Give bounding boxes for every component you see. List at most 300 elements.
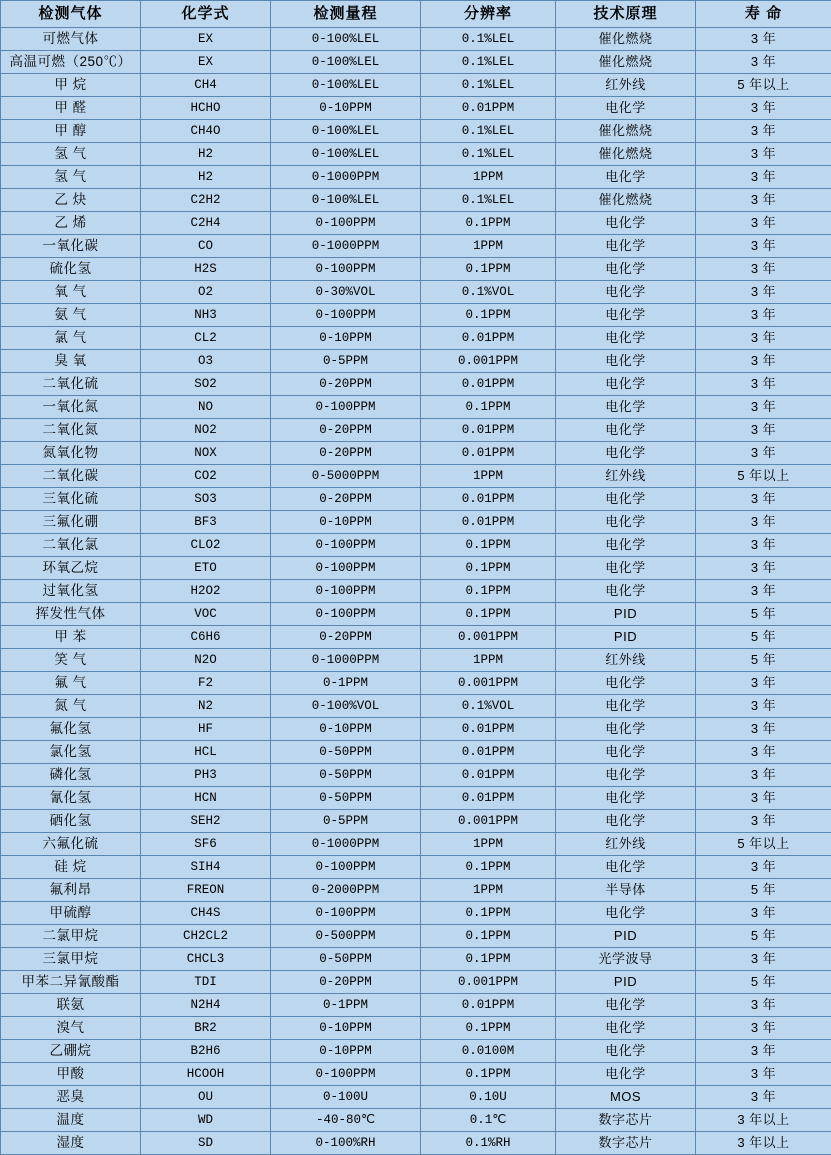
cell-formula: SIH4 <box>141 856 271 879</box>
cell-range: 0-5PPM <box>271 350 421 373</box>
cell-lifetime: 3 年 <box>696 994 831 1017</box>
cell-technology: 电化学 <box>556 419 696 442</box>
table-row <box>1 764 831 787</box>
cell-gas: 温度 <box>1 1109 141 1132</box>
cell-range: 0-1000PPM <box>271 649 421 672</box>
cell-technology: 红外线 <box>556 833 696 856</box>
cell-lifetime: 3 年 <box>696 534 831 557</box>
cell-lifetime: 3 年 <box>696 189 831 212</box>
cell-range: 0-100PPM <box>271 856 421 879</box>
cell-resolution: 1PPM <box>421 833 556 856</box>
cell-range: 0-10PPM <box>271 511 421 534</box>
cell-formula: N2H4 <box>141 994 271 1017</box>
cell-technology: 数字芯片 <box>556 1132 696 1155</box>
cell-gas: 氟 气 <box>1 672 141 695</box>
cell-resolution: 0.0100M <box>421 1040 556 1063</box>
cell-lifetime: 3 年 <box>696 143 831 166</box>
cell-lifetime: 3 年 <box>696 28 831 51</box>
cell-lifetime: 3 年 <box>696 948 831 971</box>
cell-resolution: 0.1%VOL <box>421 281 556 304</box>
cell-range: 0-30%VOL <box>271 281 421 304</box>
cell-resolution: 0.01PPM <box>421 994 556 1017</box>
cell-lifetime: 3 年 <box>696 511 831 534</box>
column-header-gas: 检测气体 <box>1 1 141 28</box>
cell-technology: 电化学 <box>556 672 696 695</box>
cell-formula: EX <box>141 51 271 74</box>
cell-gas: 乙 炔 <box>1 189 141 212</box>
cell-range: 0-100PPM <box>271 1063 421 1086</box>
cell-gas: 乙硼烷 <box>1 1040 141 1063</box>
cell-range: 0-100%LEL <box>271 143 421 166</box>
table-row <box>1 833 831 856</box>
cell-gas: 硫化氢 <box>1 258 141 281</box>
cell-technology: 电化学 <box>556 856 696 879</box>
cell-range: 0-2000PPM <box>271 879 421 902</box>
cell-lifetime: 3 年 <box>696 580 831 603</box>
cell-technology: 电化学 <box>556 281 696 304</box>
cell-formula: HCN <box>141 787 271 810</box>
cell-formula: ETO <box>141 557 271 580</box>
cell-technology: 电化学 <box>556 764 696 787</box>
table-header <box>1 1 831 28</box>
cell-formula: HF <box>141 718 271 741</box>
cell-resolution: 0.01PPM <box>421 373 556 396</box>
cell-range: 0-50PPM <box>271 787 421 810</box>
cell-resolution: 0.01PPM <box>421 718 556 741</box>
cell-technology: 电化学 <box>556 396 696 419</box>
cell-gas: 甲苯二异氰酸酯 <box>1 971 141 994</box>
cell-lifetime: 3 年 <box>696 373 831 396</box>
cell-resolution: 0.1PPM <box>421 925 556 948</box>
cell-range: 0-100PPM <box>271 212 421 235</box>
cell-resolution: 1PPM <box>421 465 556 488</box>
cell-gas: 氮氧化物 <box>1 442 141 465</box>
table-row <box>1 718 831 741</box>
table-row <box>1 74 831 97</box>
cell-gas: 氧 气 <box>1 281 141 304</box>
cell-resolution: 0.1PPM <box>421 603 556 626</box>
cell-range: 0-100PPM <box>271 258 421 281</box>
cell-resolution: 0.001PPM <box>421 350 556 373</box>
cell-formula: CL2 <box>141 327 271 350</box>
cell-resolution: 1PPM <box>421 166 556 189</box>
cell-technology: 红外线 <box>556 649 696 672</box>
cell-range: 0-100PPM <box>271 304 421 327</box>
cell-technology: 电化学 <box>556 810 696 833</box>
column-header-lifetime: 寿 命 <box>696 1 831 28</box>
cell-formula: SO3 <box>141 488 271 511</box>
cell-formula: WD <box>141 1109 271 1132</box>
cell-technology: 电化学 <box>556 488 696 511</box>
cell-resolution: 0.1%LEL <box>421 143 556 166</box>
cell-technology: 电化学 <box>556 511 696 534</box>
cell-technology: PID <box>556 603 696 626</box>
cell-lifetime: 3 年 <box>696 1017 831 1040</box>
cell-resolution: 0.1PPM <box>421 557 556 580</box>
cell-lifetime: 3 年 <box>696 718 831 741</box>
cell-gas: 环氧乙烷 <box>1 557 141 580</box>
cell-technology: 电化学 <box>556 718 696 741</box>
table-row <box>1 419 831 442</box>
cell-formula: O3 <box>141 350 271 373</box>
cell-gas: 二氧化硫 <box>1 373 141 396</box>
table-row <box>1 1132 831 1155</box>
cell-range: 0-10PPM <box>271 327 421 350</box>
cell-lifetime: 3 年 <box>696 304 831 327</box>
cell-gas: 氢 气 <box>1 143 141 166</box>
cell-range: -40-80℃ <box>271 1109 421 1132</box>
cell-resolution: 0.10U <box>421 1086 556 1109</box>
cell-range: 0-100PPM <box>271 557 421 580</box>
cell-technology: 半导体 <box>556 879 696 902</box>
cell-gas: 臭 氧 <box>1 350 141 373</box>
cell-resolution: 0.1%RH <box>421 1132 556 1155</box>
cell-range: 0-50PPM <box>271 741 421 764</box>
table-row <box>1 511 831 534</box>
cell-lifetime: 3 年 <box>696 1040 831 1063</box>
cell-range: 0-20PPM <box>271 971 421 994</box>
cell-formula: N2O <box>141 649 271 672</box>
cell-resolution: 0.1%LEL <box>421 189 556 212</box>
table-row <box>1 1017 831 1040</box>
cell-range: 0-100U <box>271 1086 421 1109</box>
table-row <box>1 304 831 327</box>
cell-range: 0-5000PPM <box>271 465 421 488</box>
cell-gas: 溴气 <box>1 1017 141 1040</box>
table-row <box>1 580 831 603</box>
cell-gas: 氰化氢 <box>1 787 141 810</box>
cell-gas: 一氧化碳 <box>1 235 141 258</box>
cell-resolution: 0.1PPM <box>421 212 556 235</box>
cell-resolution: 0.1PPM <box>421 1017 556 1040</box>
cell-formula: C2H2 <box>141 189 271 212</box>
cell-range: 0-50PPM <box>271 948 421 971</box>
cell-gas: 氯化氢 <box>1 741 141 764</box>
cell-formula: BF3 <box>141 511 271 534</box>
cell-formula: O2 <box>141 281 271 304</box>
cell-formula: HCL <box>141 741 271 764</box>
cell-gas: 氢 气 <box>1 166 141 189</box>
cell-resolution: 0.001PPM <box>421 971 556 994</box>
cell-lifetime: 3 年 <box>696 1063 831 1086</box>
table-row <box>1 856 831 879</box>
cell-gas: 磷化氢 <box>1 764 141 787</box>
cell-lifetime: 3 年 <box>696 488 831 511</box>
cell-formula: SF6 <box>141 833 271 856</box>
cell-lifetime: 5 年以上 <box>696 465 831 488</box>
cell-resolution: 1PPM <box>421 879 556 902</box>
cell-formula: C6H6 <box>141 626 271 649</box>
cell-gas: 六氟化硫 <box>1 833 141 856</box>
cell-lifetime: 5 年 <box>696 626 831 649</box>
table-row <box>1 97 831 120</box>
cell-lifetime: 5 年 <box>696 879 831 902</box>
cell-technology: 电化学 <box>556 97 696 120</box>
cell-technology: 电化学 <box>556 373 696 396</box>
table-row <box>1 672 831 695</box>
cell-formula: OU <box>141 1086 271 1109</box>
cell-range: 0-100%LEL <box>271 74 421 97</box>
cell-lifetime: 3 年 <box>696 281 831 304</box>
cell-gas: 氯 气 <box>1 327 141 350</box>
cell-formula: CLO2 <box>141 534 271 557</box>
cell-technology: 电化学 <box>556 1040 696 1063</box>
cell-technology: 红外线 <box>556 465 696 488</box>
cell-technology: 电化学 <box>556 304 696 327</box>
cell-formula: BR2 <box>141 1017 271 1040</box>
cell-range: 0-100PPM <box>271 603 421 626</box>
cell-gas: 一氧化氮 <box>1 396 141 419</box>
cell-formula: CH4S <box>141 902 271 925</box>
cell-lifetime: 3 年 <box>696 442 831 465</box>
cell-gas: 二氧化碳 <box>1 465 141 488</box>
table-row <box>1 1040 831 1063</box>
table-row <box>1 488 831 511</box>
cell-resolution: 0.1PPM <box>421 1063 556 1086</box>
cell-lifetime: 3 年 <box>696 350 831 373</box>
cell-gas: 硅 烷 <box>1 856 141 879</box>
cell-technology: 电化学 <box>556 534 696 557</box>
table-row <box>1 350 831 373</box>
cell-lifetime: 3 年 <box>696 764 831 787</box>
cell-lifetime: 3 年 <box>696 235 831 258</box>
cell-technology: 电化学 <box>556 902 696 925</box>
table-row <box>1 787 831 810</box>
cell-range: 0-1PPM <box>271 994 421 1017</box>
cell-formula: HCOOH <box>141 1063 271 1086</box>
cell-formula: H2 <box>141 166 271 189</box>
cell-resolution: 0.1%LEL <box>421 28 556 51</box>
cell-technology: 电化学 <box>556 695 696 718</box>
table-header-row <box>1 1 831 28</box>
cell-lifetime: 3 年 <box>696 1086 831 1109</box>
table-row <box>1 1063 831 1086</box>
cell-technology: 电化学 <box>556 994 696 1017</box>
cell-technology: PID <box>556 971 696 994</box>
cell-gas: 甲 苯 <box>1 626 141 649</box>
cell-resolution: 0.1%VOL <box>421 695 556 718</box>
table-row <box>1 1086 831 1109</box>
table-row <box>1 258 831 281</box>
cell-technology: 电化学 <box>556 787 696 810</box>
table-row <box>1 166 831 189</box>
cell-lifetime: 3 年 <box>696 902 831 925</box>
table-row <box>1 442 831 465</box>
cell-formula: TDI <box>141 971 271 994</box>
cell-gas: 甲硫醇 <box>1 902 141 925</box>
cell-gas: 过氧化氢 <box>1 580 141 603</box>
cell-range: 0-50PPM <box>271 764 421 787</box>
cell-range: 0-100PPM <box>271 902 421 925</box>
table-row <box>1 626 831 649</box>
cell-range: 0-100PPM <box>271 534 421 557</box>
cell-lifetime: 3 年 <box>696 212 831 235</box>
cell-technology: 催化燃烧 <box>556 189 696 212</box>
cell-technology: PID <box>556 626 696 649</box>
cell-formula: CO <box>141 235 271 258</box>
cell-range: 0-100%LEL <box>271 28 421 51</box>
cell-range: 0-10PPM <box>271 718 421 741</box>
cell-lifetime: 3 年 <box>696 672 831 695</box>
cell-technology: 催化燃烧 <box>556 143 696 166</box>
cell-resolution: 1PPM <box>421 235 556 258</box>
table-row <box>1 603 831 626</box>
cell-lifetime: 3 年 <box>696 787 831 810</box>
cell-formula: FREON <box>141 879 271 902</box>
cell-resolution: 0.01PPM <box>421 787 556 810</box>
column-header-range: 检测量程 <box>271 1 421 28</box>
cell-gas: 高温可燃（250℃） <box>1 51 141 74</box>
table-row <box>1 143 831 166</box>
cell-gas: 笑 气 <box>1 649 141 672</box>
cell-formula: H2O2 <box>141 580 271 603</box>
cell-resolution: 0.001PPM <box>421 672 556 695</box>
cell-gas: 三氯甲烷 <box>1 948 141 971</box>
cell-resolution: 0.01PPM <box>421 442 556 465</box>
cell-range: 0-100%LEL <box>271 120 421 143</box>
table-row <box>1 741 831 764</box>
cell-resolution: 0.1PPM <box>421 258 556 281</box>
table-row <box>1 120 831 143</box>
cell-gas: 挥发性气体 <box>1 603 141 626</box>
table-row <box>1 235 831 258</box>
table-row <box>1 327 831 350</box>
cell-gas: 氮 气 <box>1 695 141 718</box>
cell-lifetime: 3 年 <box>696 396 831 419</box>
cell-lifetime: 3 年 <box>696 166 831 189</box>
cell-range: 0-20PPM <box>271 442 421 465</box>
cell-formula: C2H4 <box>141 212 271 235</box>
cell-formula: N2 <box>141 695 271 718</box>
cell-technology: 红外线 <box>556 74 696 97</box>
cell-range: 0-500PPM <box>271 925 421 948</box>
cell-technology: 电化学 <box>556 166 696 189</box>
cell-lifetime: 3 年 <box>696 557 831 580</box>
cell-range: 0-100%LEL <box>271 189 421 212</box>
cell-technology: 电化学 <box>556 442 696 465</box>
table-row <box>1 51 831 74</box>
cell-formula: CH4O <box>141 120 271 143</box>
cell-range: 0-1000PPM <box>271 166 421 189</box>
cell-resolution: 0.1PPM <box>421 856 556 879</box>
cell-range: 0-100PPM <box>271 580 421 603</box>
cell-gas: 氟化氢 <box>1 718 141 741</box>
table-row <box>1 695 831 718</box>
cell-gas: 氟利昂 <box>1 879 141 902</box>
table-row <box>1 902 831 925</box>
column-header-formula: 化学式 <box>141 1 271 28</box>
cell-gas: 联氨 <box>1 994 141 1017</box>
cell-range: 0-10PPM <box>271 1017 421 1040</box>
cell-lifetime: 5 年以上 <box>696 74 831 97</box>
cell-technology: 催化燃烧 <box>556 51 696 74</box>
cell-formula: HCHO <box>141 97 271 120</box>
cell-resolution: 1PPM <box>421 649 556 672</box>
cell-resolution: 0.1PPM <box>421 396 556 419</box>
cell-range: 0-1PPM <box>271 672 421 695</box>
cell-lifetime: 3 年 <box>696 258 831 281</box>
table-row <box>1 557 831 580</box>
table-row <box>1 994 831 1017</box>
cell-range: 0-20PPM <box>271 488 421 511</box>
cell-lifetime: 3 年 <box>696 810 831 833</box>
cell-lifetime: 3 年 <box>696 51 831 74</box>
cell-lifetime: 5 年 <box>696 971 831 994</box>
cell-technology: 电化学 <box>556 557 696 580</box>
cell-lifetime: 5 年 <box>696 925 831 948</box>
cell-formula: SD <box>141 1132 271 1155</box>
cell-gas: 乙 烯 <box>1 212 141 235</box>
cell-range: 0-100%LEL <box>271 51 421 74</box>
cell-resolution: 0.01PPM <box>421 97 556 120</box>
cell-gas: 二氯甲烷 <box>1 925 141 948</box>
cell-resolution: 0.01PPM <box>421 419 556 442</box>
cell-range: 0-20PPM <box>271 373 421 396</box>
cell-range: 0-1000PPM <box>271 235 421 258</box>
cell-resolution: 0.01PPM <box>421 327 556 350</box>
cell-resolution: 0.1%LEL <box>421 51 556 74</box>
table-row <box>1 189 831 212</box>
cell-technology: 电化学 <box>556 1063 696 1086</box>
table-row <box>1 925 831 948</box>
cell-formula: CH4 <box>141 74 271 97</box>
cell-gas: 甲 烷 <box>1 74 141 97</box>
cell-formula: F2 <box>141 672 271 695</box>
table-row <box>1 971 831 994</box>
cell-formula: CHCL3 <box>141 948 271 971</box>
cell-range: 0-10PPM <box>271 97 421 120</box>
cell-resolution: 0.01PPM <box>421 764 556 787</box>
cell-technology: 电化学 <box>556 258 696 281</box>
table-row <box>1 465 831 488</box>
cell-range: 0-5PPM <box>271 810 421 833</box>
table-row <box>1 28 831 51</box>
table-row <box>1 396 831 419</box>
cell-lifetime: 5 年 <box>696 649 831 672</box>
cell-technology: 电化学 <box>556 350 696 373</box>
cell-gas: 可燃气体 <box>1 28 141 51</box>
cell-technology: 数字芯片 <box>556 1109 696 1132</box>
cell-technology: MOS <box>556 1086 696 1109</box>
cell-formula: CH2CL2 <box>141 925 271 948</box>
cell-formula: PH3 <box>141 764 271 787</box>
cell-lifetime: 3 年 <box>696 327 831 350</box>
cell-formula: H2 <box>141 143 271 166</box>
cell-formula: NO2 <box>141 419 271 442</box>
table-row <box>1 212 831 235</box>
cell-gas: 氨 气 <box>1 304 141 327</box>
cell-range: 0-20PPM <box>271 419 421 442</box>
cell-resolution: 0.1℃ <box>421 1109 556 1132</box>
cell-lifetime: 3 年 <box>696 97 831 120</box>
cell-resolution: 0.001PPM <box>421 626 556 649</box>
cell-gas: 甲酸 <box>1 1063 141 1086</box>
cell-resolution: 0.1PPM <box>421 534 556 557</box>
cell-lifetime: 3 年 <box>696 419 831 442</box>
cell-resolution: 0.1PPM <box>421 902 556 925</box>
table-row <box>1 649 831 672</box>
cell-technology: 催化燃烧 <box>556 120 696 143</box>
cell-range: 0-100%VOL <box>271 695 421 718</box>
table-row <box>1 879 831 902</box>
cell-resolution: 0.1PPM <box>421 304 556 327</box>
cell-range: 0-1000PPM <box>271 833 421 856</box>
cell-resolution: 0.001PPM <box>421 810 556 833</box>
cell-gas: 甲 醛 <box>1 97 141 120</box>
cell-technology: 电化学 <box>556 327 696 350</box>
cell-technology: 电化学 <box>556 580 696 603</box>
cell-formula: B2H6 <box>141 1040 271 1063</box>
